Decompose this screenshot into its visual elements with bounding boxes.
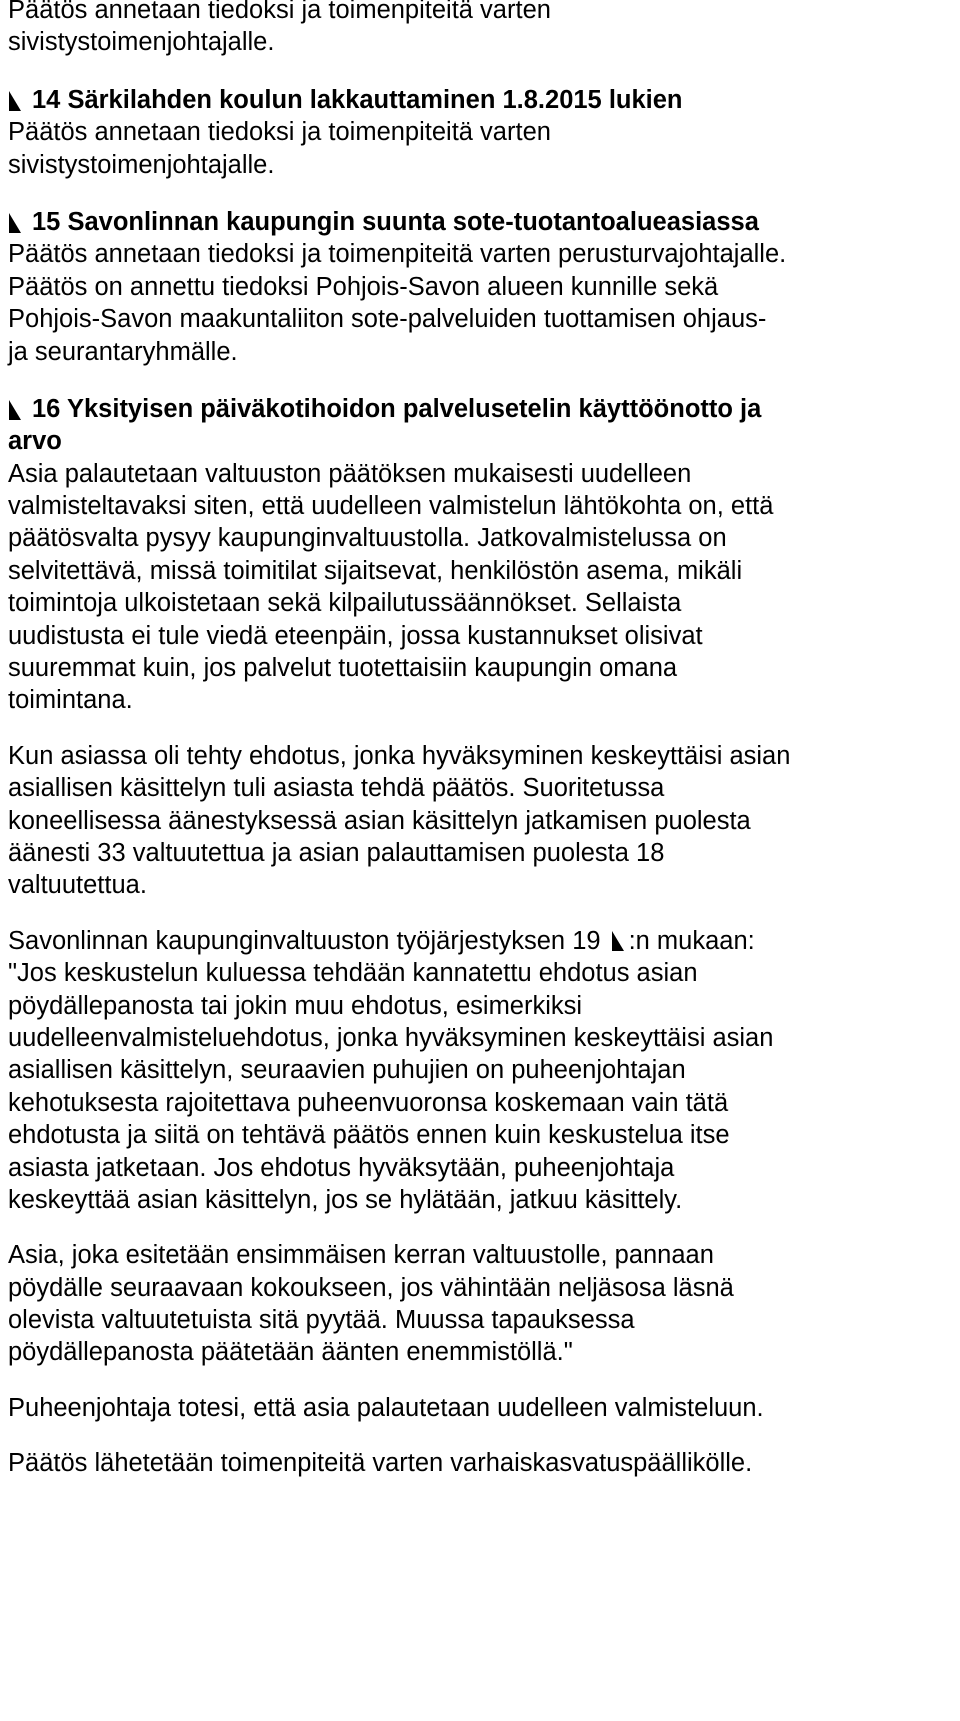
text-line: toimintana.	[8, 686, 133, 715]
text-line: Pohjois-Savon maakuntaliiton sote-palveluiden tuottamisen ohjaus-	[8, 305, 767, 334]
text-line: pöydällepanosta päätetään äänten enemmistöllä."	[8, 1338, 573, 1367]
text-line: asiasta jatketaan. Jos ehdotus hyväksytään, puheenjohtaja	[8, 1153, 675, 1182]
text-line: toimintoja ulkoistetaan sekä kilpailutussäännökset. Sellaista	[8, 589, 682, 618]
text-line: valmisteltavaksi siten, että uudelleen valmistelun lähtökohta on, että	[8, 492, 774, 521]
text-line: sivistystoimenjohtajalle.	[8, 150, 275, 179]
section-heading-text: 15 Savonlinnan kaupungin suunta sote-tuotantoalueasiassa	[32, 207, 759, 236]
text-line: "Jos keskustelun kuluessa tehdään kannatettu ehdotus asian	[8, 959, 698, 988]
text-line: Asia palautetaan valtuuston päätöksen mukaisesti uudelleen	[8, 459, 692, 488]
text-line: pöydälle seuraavaan kokoukseen, jos vähintään neljäsosa läsnä	[8, 1273, 734, 1302]
rules-intro-text: Savonlinnan kaupunginvaltuuston työjärjestyksen 19	[8, 926, 601, 955]
text-line: keskeyttää asian käsittelyn, jos se hylätään, jatkuu käsittely.	[8, 1185, 683, 1214]
section-mark-icon	[8, 212, 22, 234]
text-line	[8, 925, 953, 957]
text-line: päätösvalta pysyy kaupunginvaltuustolla. Jatkovalmistelussa on	[8, 524, 727, 553]
text-line: äänesti 33 valtuutettua ja asian palauttamisen puolesta 18	[8, 838, 665, 867]
text-line: suuremmat kuin, jos palvelut tuotettaisiin kaupungin omana	[8, 654, 678, 683]
text-line: ja seurantaryhmälle.	[8, 337, 238, 366]
rules-intro-suffix: :n mukaan:	[628, 926, 755, 955]
table-motion-paragraph	[8, 1239, 953, 1369]
section-heading-text: 14 Särkilahden koulun lakkauttaminen 1.8.2015 lukien	[32, 85, 683, 114]
text-line: selvitettävä, missä toimitilat sijaitsevat, henkilöstön asema, mikäli	[8, 556, 743, 585]
send-paragraph	[8, 1447, 953, 1479]
text-line: sivistystoimenjohtajalle.	[8, 28, 275, 57]
rules-paragraph	[8, 925, 953, 1217]
chair-paragraph	[8, 1392, 953, 1424]
text-line: uudelleenvalmisteluehdotus, jonka hyväksyminen keskeyttäisi asian	[8, 1023, 774, 1052]
section-15	[8, 206, 953, 368]
text-line: kehotuksesta rajoitettava puheenvuoronsa koskemaan vain tätä	[8, 1088, 729, 1117]
text-line: ehdotusta ja siitä on tehtävä päätös ennen kuin keskustelua itse	[8, 1121, 730, 1150]
text-line: uudistusta ei tule viedä eteenpäin, jossa kustannukset olisivat	[8, 621, 703, 650]
document-page	[8, 0, 953, 1480]
section-16	[8, 393, 953, 717]
text-line: Kun asiassa oli tehty ehdotus, jonka hyväksyminen keskeyttäisi asian	[8, 741, 791, 770]
text-line: asiallisen käsittelyn, seuraavien puhujien on puheenjohtajan	[8, 1056, 686, 1085]
text-line: valtuutettua.	[8, 871, 147, 900]
text-line: Päätös annetaan tiedoksi ja toimenpiteitä varten	[8, 118, 551, 147]
section-heading-continuation: arvo	[8, 427, 62, 456]
section-mark-icon	[611, 930, 625, 952]
text-line: Päätös lähetetään toimenpiteitä varten varhaiskasvatuspäällikölle.	[8, 1449, 753, 1478]
section-mark-icon	[8, 90, 22, 112]
section-heading-text: 16 Yksityisen päiväkotihoidon palvelusetelin käyttöönotto ja	[32, 394, 762, 423]
vote-paragraph	[8, 740, 953, 902]
intro-paragraph	[8, 0, 953, 59]
section-heading	[8, 206, 953, 238]
text-line: olevista valtuutetuista sitä pyytää. Muussa tapauksessa	[8, 1306, 635, 1335]
section-mark-icon	[8, 399, 22, 421]
text-line: Asia, joka esitetään ensimmäisen kerran valtuustolle, pannaan	[8, 1241, 714, 1270]
text-line: pöydällepanosta tai jokin muu ehdotus, esimerkiksi	[8, 991, 583, 1020]
text-line: koneellisessa äänestyksessä asian käsittelyn jatkamisen puolesta	[8, 806, 751, 835]
text-line: Päätös on annettu tiedoksi Pohjois-Savon alueen kunnille sekä	[8, 272, 719, 301]
section-heading	[8, 84, 953, 116]
section-heading	[8, 393, 953, 425]
section-14	[8, 84, 953, 181]
text-line: Päätös annetaan tiedoksi ja toimenpiteitä varten	[8, 0, 551, 24]
text-line: Puheenjohtaja totesi, että asia palautetaan uudelleen valmisteluun.	[8, 1393, 764, 1422]
text-line: Päätös annetaan tiedoksi ja toimenpiteitä varten perusturvajohtajalle.	[8, 240, 787, 269]
text-line: asiallisen käsittelyn tuli asiasta tehdä päätös. Suoritetussa	[8, 774, 665, 803]
